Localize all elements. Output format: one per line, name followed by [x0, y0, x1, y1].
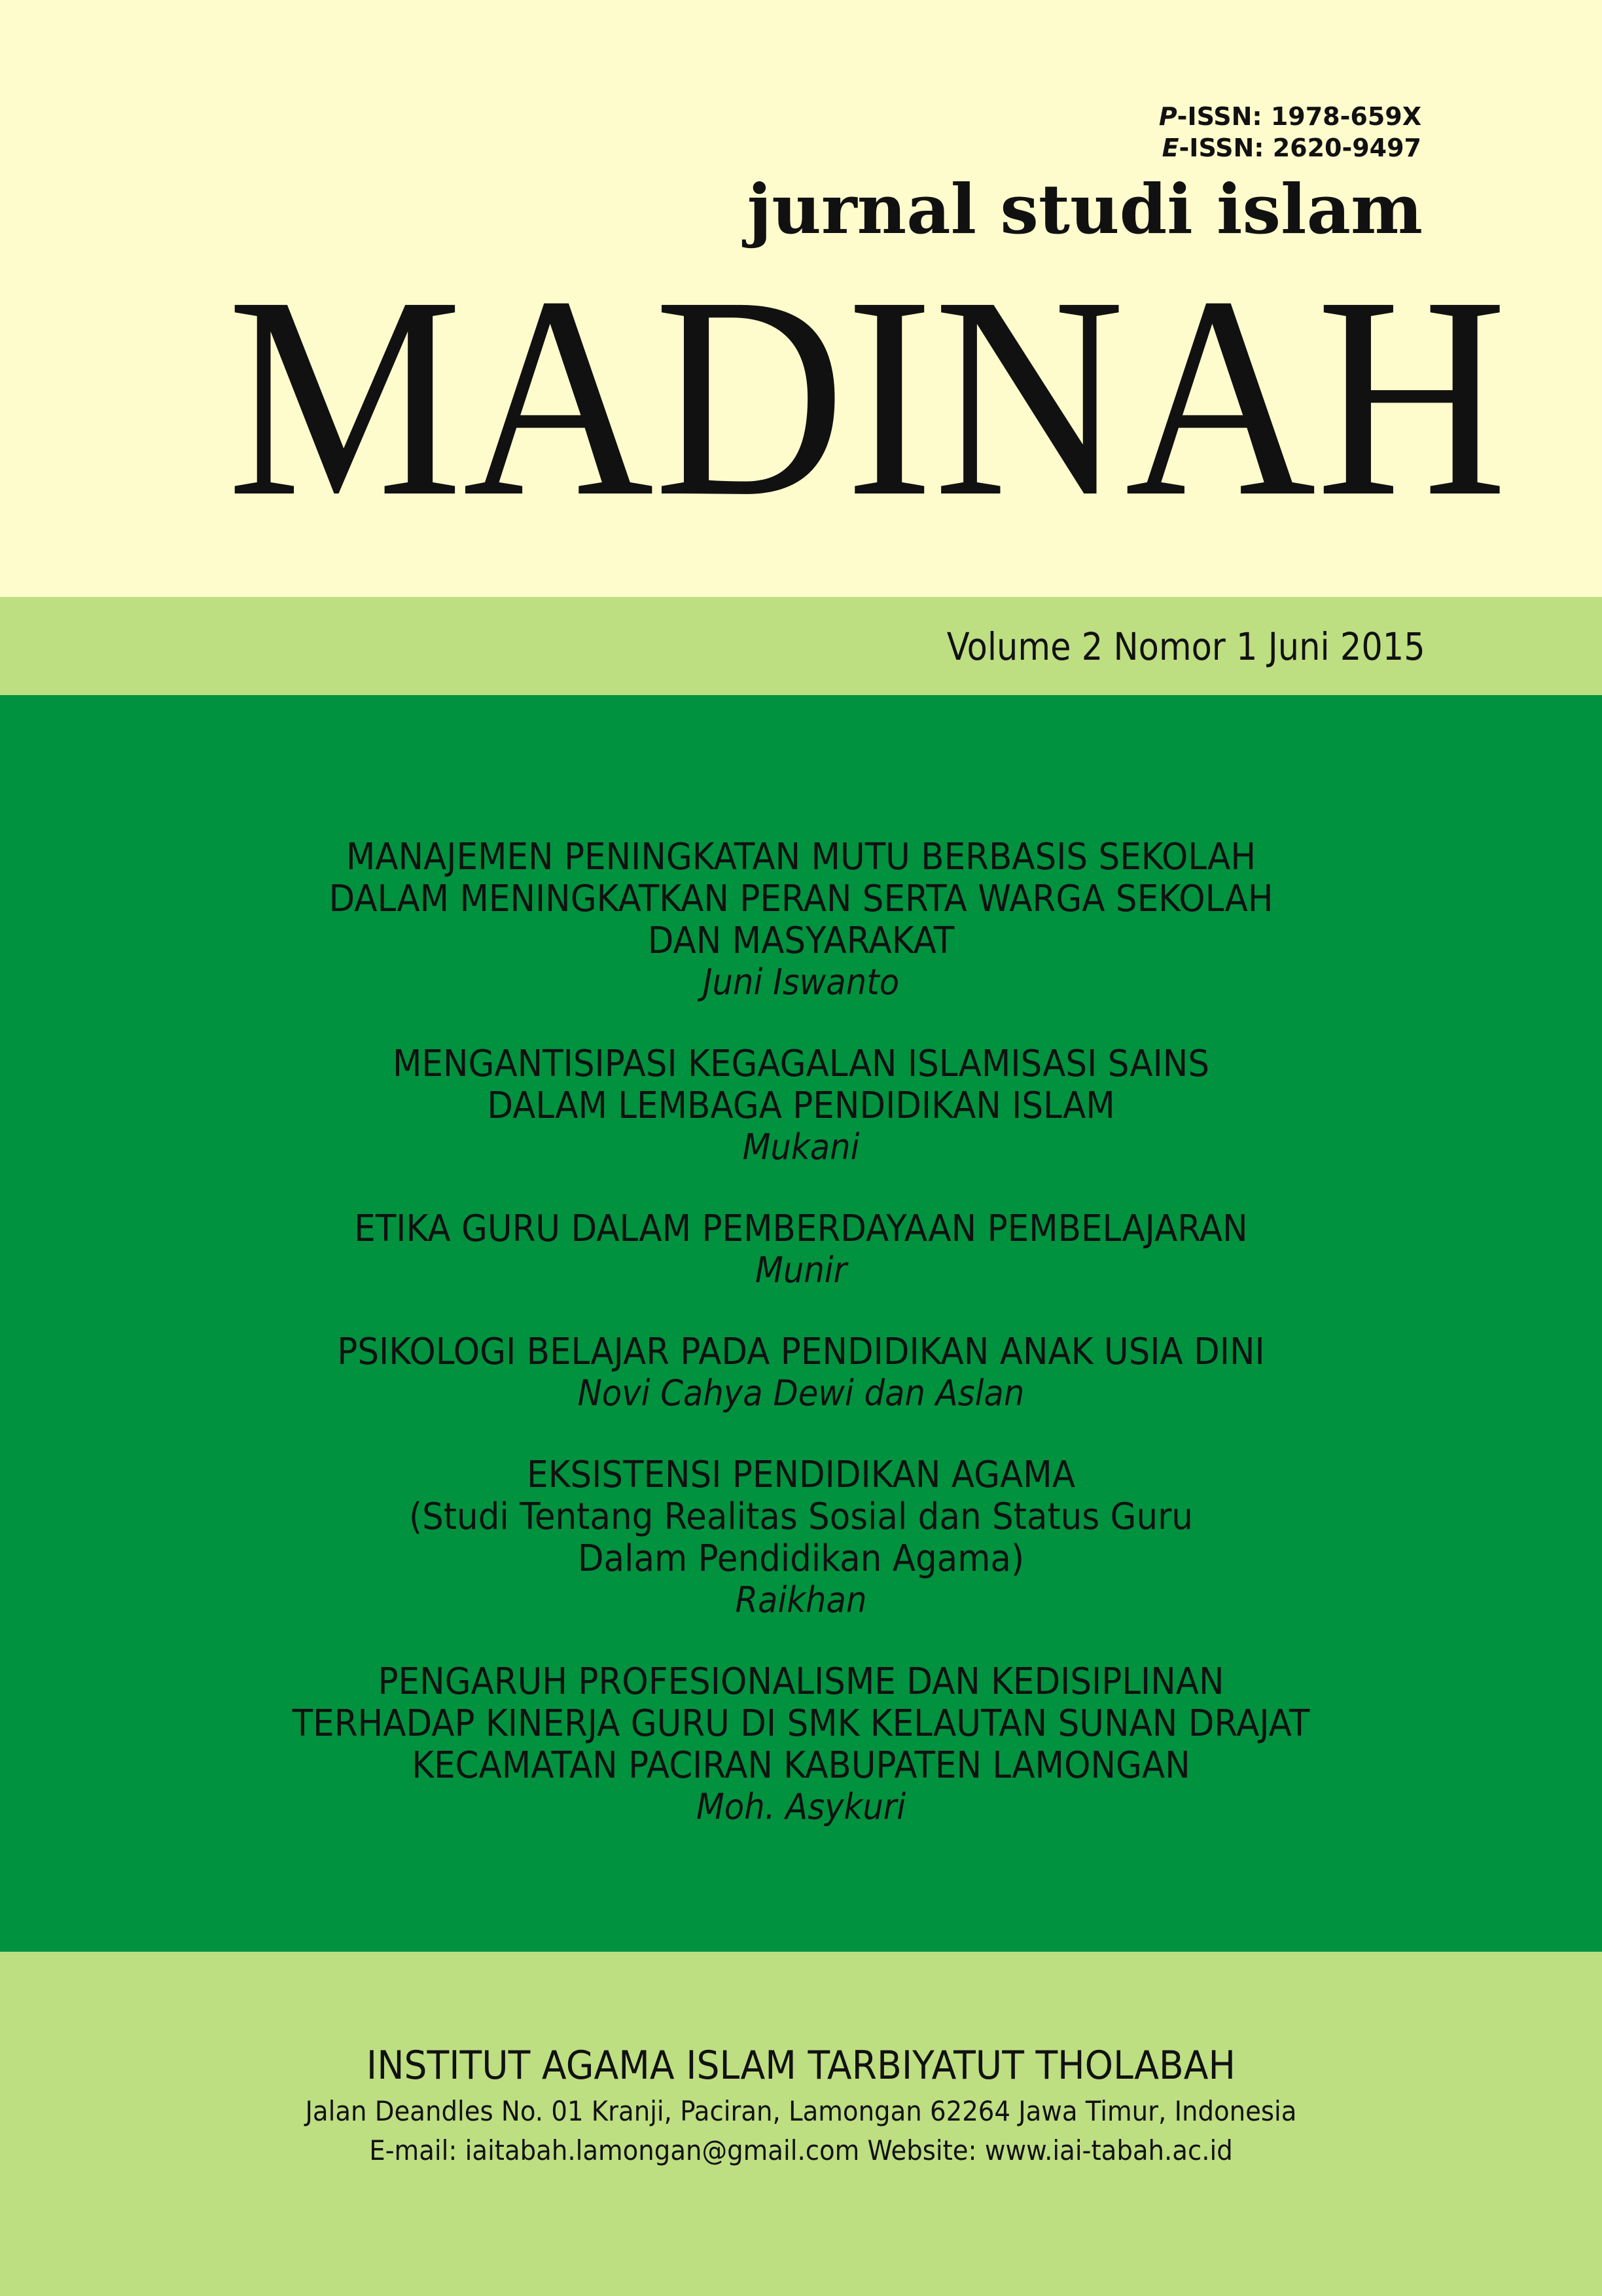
article-title: MANAJEMEN PENINGKATAN MUTU BERBASIS SEKOLAH DALAM MENINGKATKAN PERAN SERTA WARGA SEKOLAH DAN MASYARAKAT — [329, 836, 1273, 962]
article-author: Novi Cahya Dewi dan Aslan — [577, 1372, 1025, 1414]
article-author: Juni Iswanto — [702, 961, 900, 1003]
p-issn: P-ISSN: 1978-659X — [1158, 102, 1421, 131]
institution-name: INSTITUT AGAMA ISLAM TARBIYATUT THOLABAH — [366, 2043, 1236, 2089]
article-author: Raikhan — [735, 1579, 867, 1621]
journal-subtitle: jurnal studi islam — [747, 169, 1423, 249]
article-entry — [0, 1043, 1602, 1168]
article-author: Munir — [755, 1249, 847, 1291]
e-issn: E-ISSN: 2620-9497 — [1162, 134, 1421, 162]
article-entry — [0, 1331, 1602, 1414]
institution-contact: E-mail: iaitabah.lamongan@gmail.com Website: www.iai-tabah.ac.id — [369, 2134, 1233, 2166]
journal-title: MADINAH — [227, 238, 1508, 556]
article-title: EKSISTENSI PENDIDIKAN AGAMA (Studi Tentang Realitas Sosial dan Status Guru Dalam Pendidikan Agama) — [409, 1454, 1193, 1580]
article-author: Moh. Asykuri — [696, 1786, 906, 1827]
article-author: Mukani — [742, 1126, 860, 1168]
article-entry — [0, 1661, 1602, 1827]
article-title: PSIKOLOGI BELAJAR PADA PENDIDIKAN ANAK USIA DINI — [337, 1331, 1265, 1373]
article-title: MENGANTISIPASI KEGAGALAN ISLAMISASI SAINS DALAM LEMBAGA PENDIDIKAN ISLAM — [392, 1043, 1210, 1127]
table-of-contents — [0, 836, 1602, 1868]
article-entry — [0, 1208, 1602, 1291]
article-title: ETIKA GURU DALAM PEMBERDAYAAN PEMBELAJARAN — [354, 1208, 1248, 1250]
article-entry — [0, 836, 1602, 1003]
institution-address: Jalan Deandles No. 01 Kranji, Paciran, Lamongan 62264 Jawa Timur, Indonesia — [305, 2095, 1297, 2127]
publisher-info — [0, 2039, 1602, 2170]
article-title: PENGARUH PROFESIONALISME DAN KEDISIPLINAN TERHADAP KINERJA GURU DI SMK KELAUTAN SUNAN DRAJAT KECAMATAN PACIRAN KABUPATEN LAMONGAN — [292, 1660, 1310, 1787]
volume-info: Volume 2 Nomor 1 Juni 2015 — [946, 624, 1425, 669]
article-entry — [0, 1454, 1602, 1621]
